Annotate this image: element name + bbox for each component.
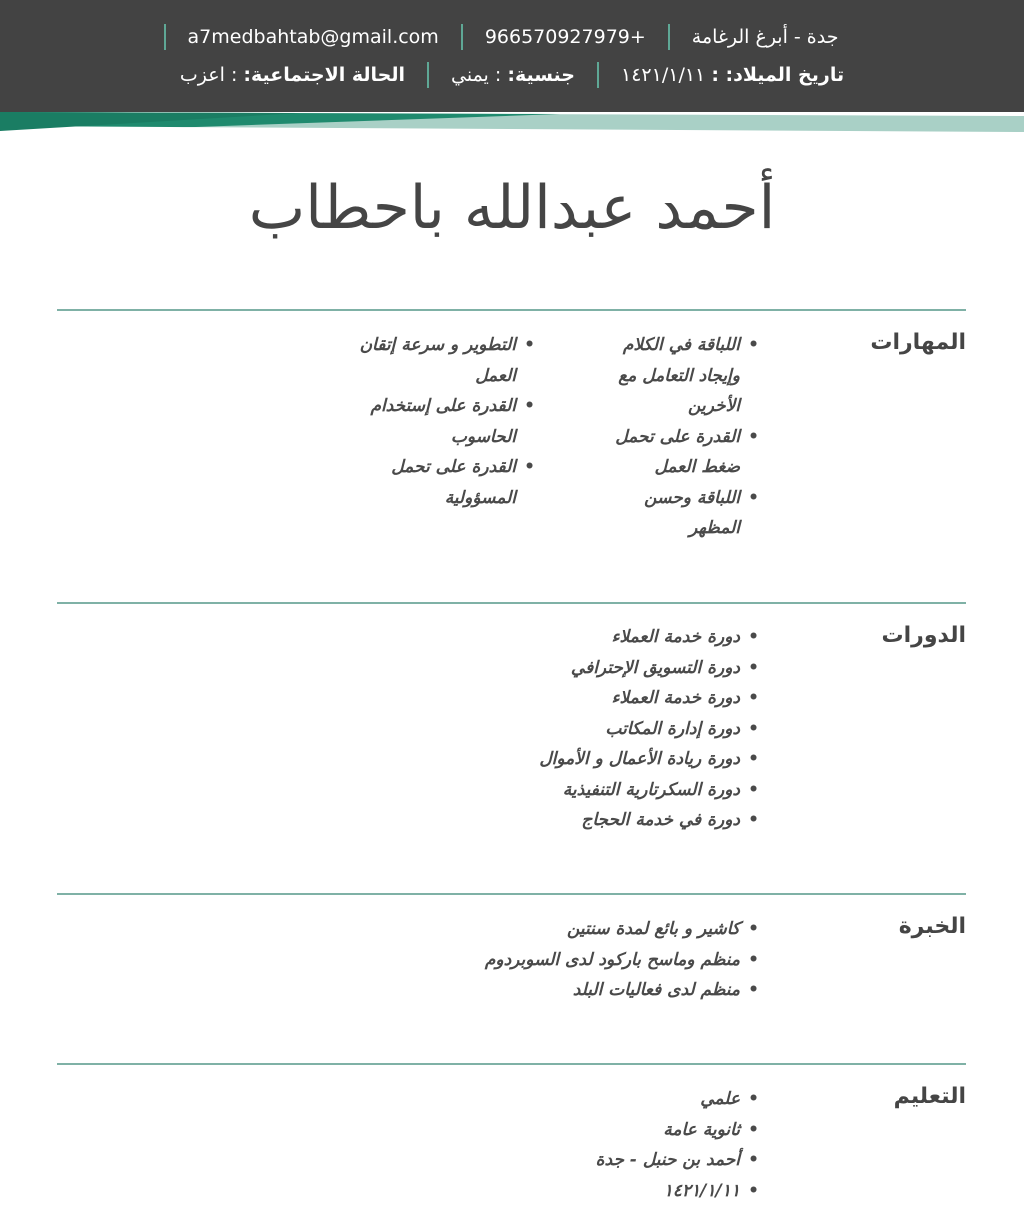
list-item: • دورة إدارة المكاتب [342,714,762,745]
section-divider [57,309,966,311]
list-item: • دورة في خدمة الحجاج [342,805,762,836]
education-title: التعليم [893,1084,966,1109]
birth-date-label: تاريخ الميلاد: : [711,64,845,86]
list-item: • دورة السكرتارية التنفيذية [342,775,762,806]
list-item: • اللباقة وحسن المظهر [592,483,762,544]
candidate-name: أحمد عبدالله باحطاب [248,173,776,243]
courses-title: الدورات [881,623,966,648]
list-item: • أحمد بن حنبل - جدة [342,1145,762,1176]
skills-title: المهارات [870,330,966,355]
contact-separator [164,24,166,50]
list-item: • دورة التسويق الإحترافي [342,653,762,684]
contact-separator [668,24,670,50]
contact-row-1 [0,22,1024,52]
contact-header [0,0,1024,112]
list-item: • دورة خدمة العملاء [342,622,762,653]
courses-list [342,622,762,836]
section-divider [57,602,966,604]
section-divider [57,1063,966,1065]
skills-list-1 [592,330,762,544]
skills-list-2 [338,330,538,513]
contact-separator [427,62,429,88]
contact-phone: 966570927979+ [484,26,646,48]
section-divider [57,893,966,895]
contact-separator [597,62,599,88]
list-item: • القدرة على تحمل المسؤولية [338,452,538,513]
list-item: • القدرة على إستخدام الحاسوب [338,391,538,452]
contact-location: جدة - أبرغ الرغامة [691,26,839,48]
contact-row-2 [0,60,1024,90]
list-item: • ١٤٢١/١/١١ [342,1176,762,1207]
nationality-label: جنسية: [507,64,576,86]
experience-list [342,914,762,1006]
experience-title: الخبرة [898,914,966,939]
contact-email: a7medbahtab@gmail.com [187,26,439,48]
list-item: • القدرة على تحمل ضغط العمل [592,422,762,483]
nationality [429,60,597,90]
birth-date [599,60,866,90]
marital-status [158,60,427,90]
marital-status-value: : اعزب [179,64,238,86]
nationality-value: : يمني [451,64,502,86]
list-item: • كاشير و بائع لمدة سنتين [342,914,762,945]
birth-date-value: ١٤٢١/١/١١ [621,64,706,86]
list-item: • دورة ريادة الأعمال و الأموال [342,744,762,775]
list-item: • التطوير و سرعة إتقان العمل [338,330,538,391]
list-item: • علمي [342,1084,762,1115]
marital-status-label: الحالة الاجتماعية: [243,64,405,86]
list-item: • منظم لدى فعاليات البلد [342,975,762,1006]
list-item: • ثانوية عامة [342,1115,762,1146]
list-item: • دورة خدمة العملاء [342,683,762,714]
list-item: • منظم وماسح باركود لدى السوبردوم [342,945,762,976]
list-item: • اللباقة في الكلام وإيجاد التعامل مع الأخرين [592,330,762,422]
education-list [342,1084,762,1206]
contact-separator [461,24,463,50]
